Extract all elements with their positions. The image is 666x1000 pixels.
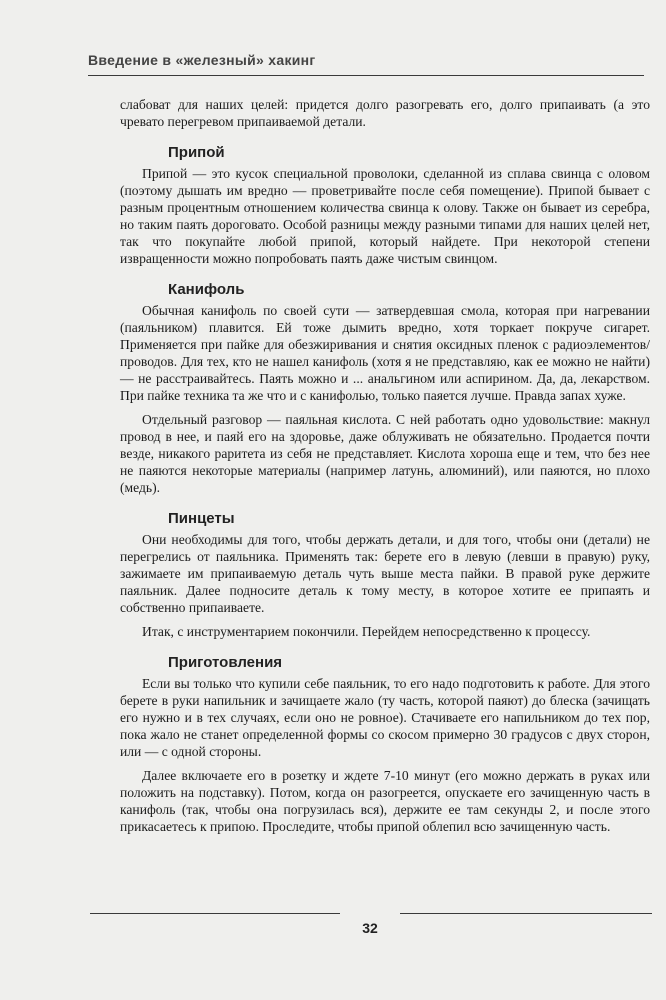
footer-rule-right: [400, 913, 652, 914]
section-heading-preparation: Приготовления: [168, 654, 283, 671]
running-title: Введение в «железный» хакинг: [88, 52, 316, 68]
page-body: [120, 96, 650, 842]
paragraph: Они необходимы для того, чтобы держать детали, и для того, чтобы они (детали) не перегрелись от паяльника. Применять так: берете его в левую (левши в правую) руку, зажимаете им припаиваемую деталь чуть выше места пайки. В правой руке держите паяльник. Далее подносите деталь к тому месту, в которое хотите ее припаять и собственно припаиваете.: [120, 532, 650, 615]
section-heading-solder: Припой: [168, 144, 225, 161]
section-heading-tweezers: Пинцеты: [168, 510, 235, 527]
paragraph: Отдельный разговор — паяльная кислота. С ней работать одно удовольствие: макнул провод в нее, и паяй его на здоровье, даже облуживать не обязательно. Продается почти везде, никакого раритета из себя не представляет. Кислота хороша еще и тем, что без нее не паяются некоторые материалы (например латунь, алюминий), или паяются, но плохо (медь).: [120, 412, 650, 495]
paragraph: Далее включаете его в розетку и ждете 7-10 минут (его можно держать в руках или положить на подставку). Потом, когда он разогреется, опускаете его зачищенную часть в канифоль (так, чтобы она погрузилась вся), держите ее там секунды 2, и после этого прикасаетесь к припою. Проследите, чтобы припой облепил всю зачищенную часть.: [120, 768, 650, 834]
section-heading-rosin: Канифоль: [168, 281, 245, 298]
page-number: 32: [362, 920, 378, 936]
paragraph: Припой — это кусок специальной проволоки, сделанной из сплава свинца с оловом (поэтому дышать им вредно — проветривайте после себя помещение). Припой бывает с разным процентным отношением количества свинца к олову. Также он бывает из серебра, но таким паять дороговато. Особой разницы между разными типами для наших целей нет, так что покупайте любой припой, который найдете. При некоторой степени извращенности можно попробовать паять даже чистым свинцом.: [120, 166, 650, 266]
intro-paragraph: слабоват для наших целей: придется долго разогревать его, долго припаивать (а это чревато перегревом припаиваемой детали.: [120, 97, 650, 129]
header-rule: [88, 75, 644, 76]
paragraph: Итак, с инструментарием покончили. Перейдем непосредственно к процессу.: [142, 624, 591, 639]
footer-rule-left: [90, 913, 340, 914]
paragraph: Обычная канифоль по своей сути — затвердевшая смола, которая при нагревании (паяльником) плавится. Ей тоже дымить вредно, хотя торкает покруче сигарет. Применяется при пайке для обезжиривания и снятия оксидных пленок с радиоэлементов/проводов. Для тех, кто не нашел канифоль (хотя я не представляю, как ее можно не найти) — не расстраивайтесь. Паять можно и ... анальгином или аспирином. Да, да, лекарством. При пайке техника та же что и с канифолью, только паяется лучше. Правда запах хуже.: [120, 303, 650, 403]
paragraph: Если вы только что купили себе паяльник, то его надо подготовить к работе. Для этого берете в руки напильник и зачищаете жало (ту часть, которой паяют) до блеска (зачищать его нужно и в тех случаях, если оно не ровное). Стачиваете его напильником до тех пор, пока жало не станет определенной формы со скосом примерно 30 градусов с двух сторон, или — с одной стороны.: [120, 676, 650, 759]
